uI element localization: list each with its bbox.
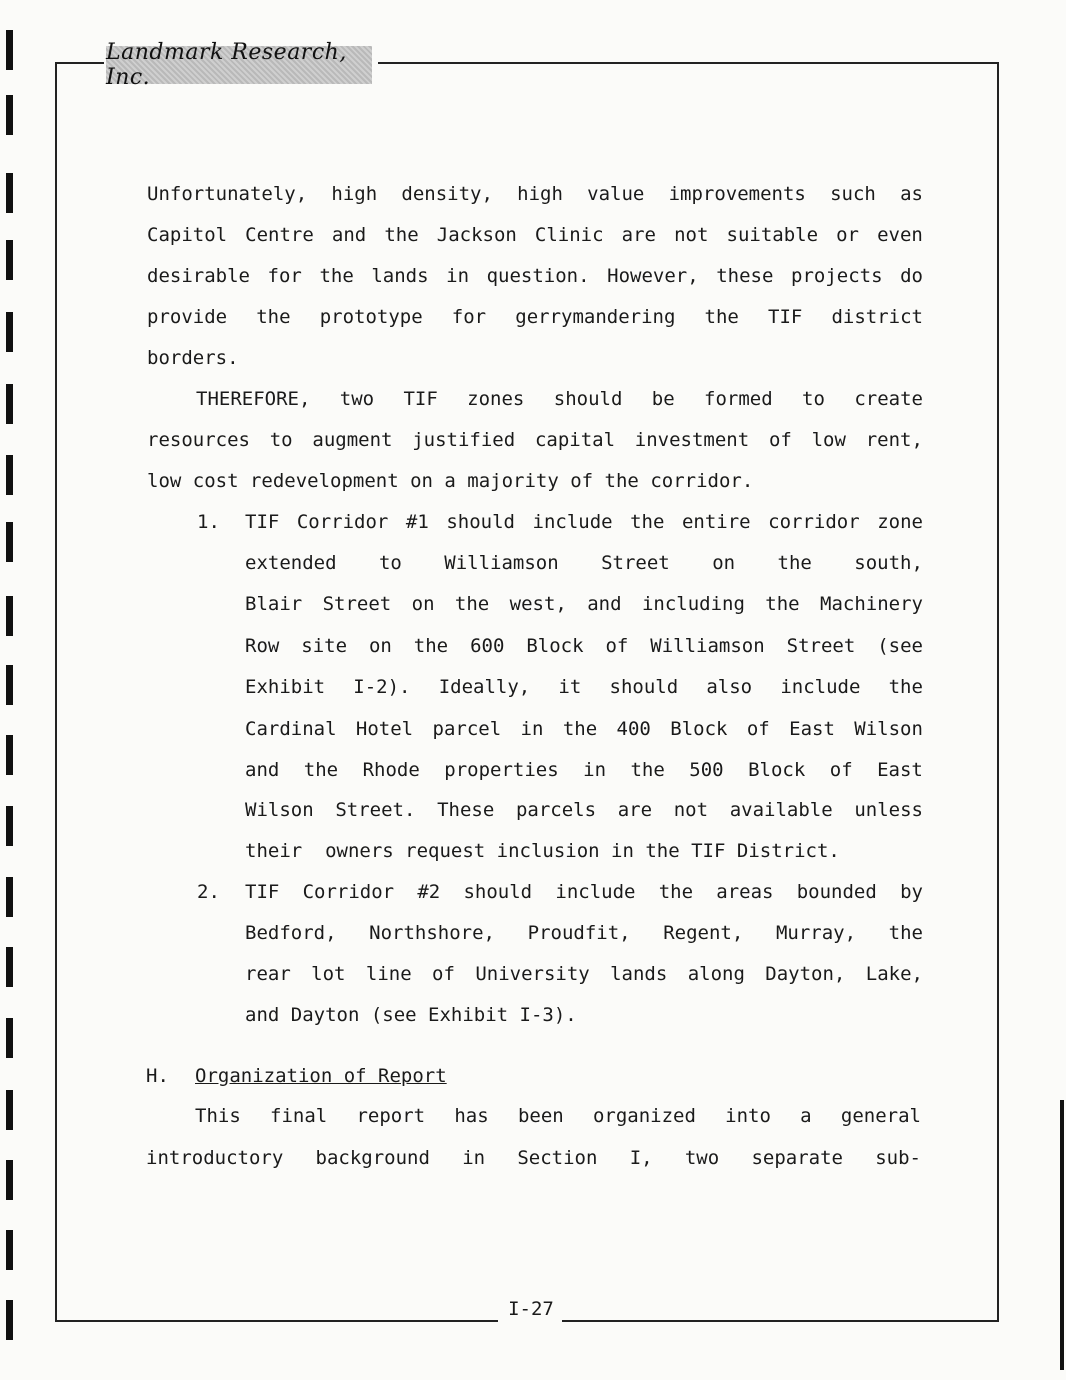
list-item-line <box>245 959 923 989</box>
word: Rhode <box>362 759 420 781</box>
text-line <box>146 1143 921 1173</box>
list-item-line <box>245 755 923 785</box>
word: include <box>532 511 613 533</box>
word: Proudfit, <box>527 922 631 944</box>
word: should <box>609 676 679 698</box>
word: should <box>446 511 515 533</box>
word: areas <box>716 881 774 903</box>
word: augment <box>312 429 393 451</box>
word: question. <box>486 265 590 287</box>
text-line <box>147 261 923 291</box>
word: be <box>651 388 675 410</box>
word: on <box>411 593 435 615</box>
word: the <box>256 306 291 328</box>
binder-mark <box>6 30 13 70</box>
word: it <box>558 676 582 698</box>
word: Centre <box>245 224 314 246</box>
word: Hotel <box>355 718 414 740</box>
word: Bedford, <box>245 922 337 944</box>
word: line <box>365 963 412 985</box>
word: not <box>673 799 709 821</box>
word: 500 <box>689 759 724 781</box>
word: the <box>704 306 739 328</box>
word: also <box>706 676 753 698</box>
word: south, <box>854 552 923 574</box>
word: #1 <box>405 511 429 533</box>
word: Blair <box>245 593 303 615</box>
word: two <box>684 1147 720 1169</box>
word: corridor <box>768 511 860 533</box>
word: to <box>378 552 402 574</box>
word: parcels <box>515 799 597 821</box>
word: parcel <box>432 718 502 740</box>
text-line <box>147 302 923 332</box>
word: include <box>555 881 636 903</box>
list-item-line <box>245 714 923 744</box>
list-item-line <box>245 589 923 619</box>
binder-mark <box>6 1090 13 1130</box>
word: the <box>765 593 800 615</box>
word: rear <box>245 963 291 985</box>
word: in <box>446 265 470 287</box>
word: create <box>854 388 923 410</box>
word: in <box>583 759 607 781</box>
word: site <box>301 635 348 657</box>
word: #2 <box>417 881 441 903</box>
word: East <box>877 759 923 781</box>
word: Block <box>748 759 806 781</box>
word: on <box>368 635 392 657</box>
word: rent, <box>865 429 923 451</box>
word: two <box>339 388 375 410</box>
word: provide <box>147 306 228 328</box>
list-item-line: and Dayton (see Exhibit I-3). <box>245 1004 577 1026</box>
word: lands <box>610 963 668 985</box>
word: and <box>331 224 367 246</box>
word: suitable <box>726 224 819 246</box>
word: Williamson <box>444 552 559 574</box>
word: such <box>830 183 876 205</box>
word: desirable <box>147 265 250 287</box>
word: density, <box>401 183 493 205</box>
word: value <box>587 183 645 205</box>
word: district <box>831 306 923 328</box>
binder-mark <box>6 173 13 213</box>
word: I-2). <box>353 676 411 698</box>
word: Cardinal <box>245 718 337 740</box>
binder-mark <box>6 240 13 280</box>
word: Northshore, <box>369 922 495 944</box>
binder-mark <box>6 312 13 352</box>
word: the <box>888 676 923 698</box>
word: zones <box>467 388 525 410</box>
word: for <box>267 265 302 287</box>
word: the <box>384 224 419 246</box>
word: Machinery <box>820 593 923 615</box>
word: lands <box>371 265 429 287</box>
list-item-line: their owners request inclusion in the TIF District. <box>245 840 840 862</box>
word: do <box>900 265 923 287</box>
word: the <box>888 922 923 944</box>
word: in <box>462 1147 486 1169</box>
word: of <box>768 429 792 451</box>
frame-border-left <box>55 62 57 1321</box>
word: TIF <box>768 306 803 328</box>
word: Jackson <box>436 224 517 246</box>
word: or <box>836 224 859 246</box>
word: organized <box>592 1105 696 1127</box>
word: by <box>900 881 923 903</box>
list-item-line <box>245 795 923 825</box>
word: Section <box>517 1147 598 1169</box>
list-number: 2. <box>197 881 220 903</box>
binder-mark <box>6 806 13 846</box>
word: Regent, <box>663 922 744 944</box>
binder-mark <box>6 455 13 495</box>
word: the <box>630 511 665 533</box>
word: these <box>716 265 774 287</box>
word: introductory <box>146 1147 284 1169</box>
word: the <box>413 635 449 657</box>
binder-mark <box>6 735 13 775</box>
word: low <box>811 429 846 451</box>
word: Block <box>526 635 584 657</box>
word: investment <box>634 429 750 451</box>
binder-mark <box>6 877 13 917</box>
word: Capitol <box>147 224 228 246</box>
word: formed <box>704 388 773 410</box>
text-line: borders. <box>147 347 239 369</box>
word: gerrymandering <box>515 306 676 328</box>
text-line <box>195 1101 921 1131</box>
word: zone <box>877 511 923 533</box>
word: This <box>195 1105 241 1127</box>
section-letter: H. <box>146 1065 169 1087</box>
word: the <box>303 759 339 781</box>
word: improvements <box>668 183 806 205</box>
word: East <box>789 718 835 740</box>
word: justified <box>412 429 516 451</box>
word: Exhibit <box>245 676 326 698</box>
word: not <box>674 224 709 246</box>
list-item-line <box>245 631 923 661</box>
frame-border-top <box>378 62 999 64</box>
word: TIF <box>245 881 280 903</box>
binder-mark <box>6 1018 13 1058</box>
list-item-line <box>245 507 923 537</box>
list-item-line <box>245 877 923 907</box>
binder-mark <box>6 1160 13 1200</box>
frame-border-right <box>997 62 999 1321</box>
word: should <box>553 388 623 410</box>
word: background <box>315 1147 430 1169</box>
list-item-line <box>245 918 923 948</box>
word: (see <box>877 635 923 657</box>
word: include <box>780 676 861 698</box>
word: the <box>777 552 812 574</box>
word: Corridor <box>296 511 389 533</box>
word: TIF <box>403 388 438 410</box>
word: Block <box>670 718 728 740</box>
word: University <box>475 963 590 985</box>
word: to <box>802 388 825 410</box>
word: capital <box>534 429 616 451</box>
word: west, <box>509 593 567 615</box>
word: of <box>746 718 770 740</box>
word: separate <box>751 1147 843 1169</box>
word: are <box>621 224 656 246</box>
word: Street <box>322 593 392 615</box>
word: the <box>658 881 694 903</box>
frame-border-bottom <box>55 1320 498 1322</box>
word: to <box>269 429 293 451</box>
binder-mark <box>6 665 13 705</box>
word: 400 <box>616 718 651 740</box>
word: general <box>840 1105 921 1127</box>
word: sub- <box>875 1147 921 1169</box>
word: has <box>454 1105 489 1127</box>
word: However, <box>607 265 699 287</box>
word: and <box>245 759 280 781</box>
word: along <box>687 963 745 985</box>
word: I, <box>629 1147 653 1169</box>
frame-border-bottom <box>562 1320 999 1322</box>
word: into <box>725 1105 771 1127</box>
text-line <box>196 384 923 414</box>
word: of <box>605 635 629 657</box>
word: extended <box>245 552 337 574</box>
binder-mark <box>6 596 13 636</box>
word: Clinic <box>534 224 604 246</box>
word: including <box>641 593 745 615</box>
word: the <box>562 718 598 740</box>
logo-text: Landmark Research, Inc. <box>106 40 347 90</box>
list-item-line <box>245 548 923 578</box>
company-logo <box>106 40 372 90</box>
word: a <box>800 1105 812 1127</box>
word: unless <box>854 799 923 821</box>
word: TIF <box>245 511 280 533</box>
word: even <box>877 224 923 246</box>
text-line: low cost redevelopment on a majority of the corridor. <box>147 470 754 492</box>
word: Unfortunately, <box>147 183 308 205</box>
binder-mark <box>6 947 13 987</box>
word: properties <box>444 759 559 781</box>
word: entire <box>681 511 751 533</box>
word: Corridor <box>302 881 395 903</box>
word: of <box>829 759 853 781</box>
word: Wilson <box>245 799 314 821</box>
text-line <box>147 220 923 250</box>
binder-mark <box>6 95 13 135</box>
word: available <box>729 799 833 821</box>
list-number: 1. <box>197 511 220 533</box>
list-item-line <box>245 672 923 702</box>
word: prototype <box>319 306 423 328</box>
page-number: I-27 <box>508 1298 554 1320</box>
word: report <box>356 1105 426 1127</box>
text-line <box>147 179 923 209</box>
word: Row <box>245 635 280 657</box>
word: final <box>270 1105 328 1127</box>
word: Street <box>601 552 670 574</box>
word: been <box>517 1105 564 1127</box>
word: These <box>437 799 495 821</box>
binder-mark <box>6 1230 13 1270</box>
word: in <box>520 718 544 740</box>
word: Lake, <box>865 963 923 985</box>
section-heading: Organization of Report <box>195 1065 447 1087</box>
word: lot <box>311 963 346 985</box>
word: Murray, <box>775 922 857 944</box>
word: on <box>712 552 736 574</box>
word: and <box>587 593 622 615</box>
text-line <box>147 425 923 455</box>
word: the <box>630 759 665 781</box>
word: bounded <box>796 881 877 903</box>
word: should <box>463 881 533 903</box>
word: the <box>454 593 490 615</box>
binder-mark <box>6 1300 13 1340</box>
word: Street. <box>335 799 416 821</box>
word: the <box>319 265 354 287</box>
word: Dayton, <box>765 963 846 985</box>
binder-mark <box>6 522 13 562</box>
word: Street <box>786 635 856 657</box>
word: 600 <box>470 635 505 657</box>
word: as <box>900 183 923 205</box>
word: projects <box>791 265 883 287</box>
word: high <box>517 183 563 205</box>
word: THEREFORE, <box>196 388 311 410</box>
word: Wilson <box>854 718 923 740</box>
word: high <box>331 183 378 205</box>
word: Ideally, <box>438 676 531 698</box>
word: of <box>432 963 455 985</box>
word: Williamson <box>650 635 765 657</box>
binder-mark <box>6 384 13 424</box>
word: for <box>451 306 487 328</box>
word: are <box>617 799 653 821</box>
page-edge-shadow <box>1060 1100 1064 1370</box>
word: resources <box>147 429 250 451</box>
frame-border-top <box>56 62 104 64</box>
